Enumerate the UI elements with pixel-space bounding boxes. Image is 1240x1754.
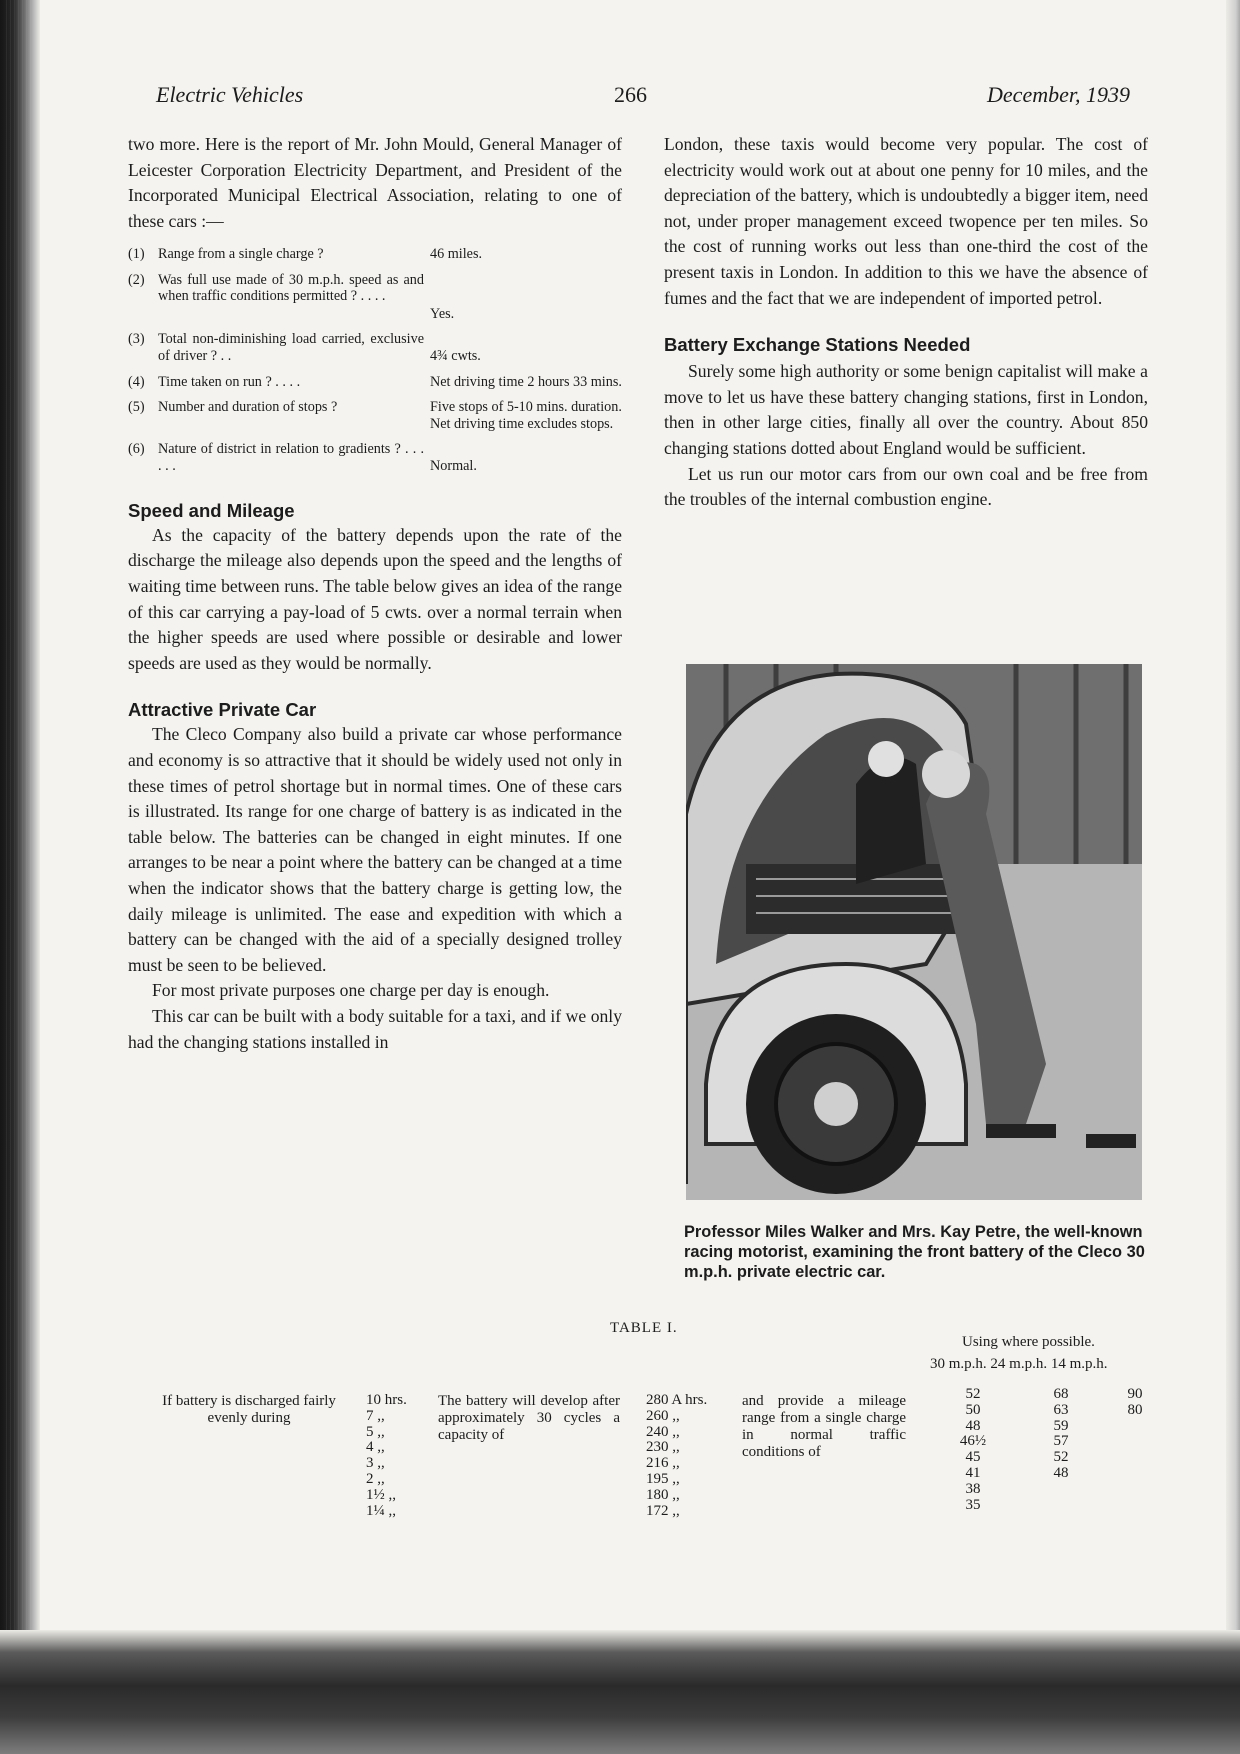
page-edge bbox=[1226, 0, 1240, 1630]
table-cell: 68 bbox=[1053, 1386, 1069, 1402]
table-cell: 260 ,, bbox=[646, 1407, 680, 1424]
report-question: Range from a single charge ? bbox=[158, 246, 324, 263]
table-cell: 52 bbox=[965, 1386, 981, 1402]
running-head bbox=[150, 82, 1130, 114]
table-cell: 5 ,, bbox=[366, 1423, 385, 1440]
report-item bbox=[128, 441, 622, 475]
table-lead-text: If battery is discharged fairly evenly during bbox=[162, 1393, 336, 1426]
report-item bbox=[128, 399, 622, 432]
table-cell: 240 ,, bbox=[646, 1423, 680, 1440]
table-cell: 1½ ,, bbox=[366, 1486, 396, 1503]
right-column bbox=[664, 132, 1148, 513]
left-column bbox=[128, 132, 622, 1055]
report-list bbox=[128, 246, 622, 475]
table-hours-column bbox=[366, 1393, 407, 1519]
table-14mph-column bbox=[1110, 1387, 1160, 1419]
report-answer: Net driving time 2 hours 33 mins. bbox=[430, 373, 622, 390]
table-mileage-text: and provide a mileage range from a single charge in normal traffic conditions of bbox=[742, 1393, 906, 1460]
speed-paragraph: As the capacity of the battery depends upon the rate of the discharge the mileage also depends upon the speed and the lengths of waiting time between runs. The table below gives an idea of the range of this car carrying a pay-load of 5 cwts. over a normal terrain when the higher speeds are used where possible or desirable and lower speeds are used as they would be normally. bbox=[128, 524, 622, 673]
table-cell: 80 bbox=[1127, 1401, 1143, 1418]
table-24mph-column bbox=[1036, 1387, 1086, 1482]
section-heading-speed: Speed and Mileage bbox=[128, 499, 295, 521]
report-answer: 46 miles. bbox=[430, 246, 483, 263]
report-answer: 4¾ cwts. bbox=[430, 348, 481, 365]
section-heading-battery-exchange: Battery Exchange Stations Needed bbox=[664, 334, 971, 356]
report-number: (2) bbox=[128, 271, 145, 288]
report-number: (4) bbox=[128, 373, 145, 390]
table-cell: 35 bbox=[965, 1496, 981, 1513]
report-answer: Five stops of 5-10 mins. duration. Net driving time excludes stops. bbox=[430, 399, 622, 432]
report-number: (1) bbox=[128, 246, 145, 263]
table-cell: 57 bbox=[1053, 1433, 1069, 1450]
table-header-speeds: 30 m.p.h. 24 m.p.h. 14 m.p.h. bbox=[930, 1356, 1108, 1372]
report-answer: Normal. bbox=[430, 458, 477, 475]
table-cell: 180 ,, bbox=[646, 1486, 680, 1503]
book-spine-shadow bbox=[0, 0, 40, 1754]
table-cell: 52 bbox=[1053, 1449, 1069, 1466]
issue-date: December, 1939 bbox=[987, 82, 1130, 107]
table-cell: 280 A hrs. bbox=[646, 1392, 708, 1408]
table-cell: 7 ,, bbox=[366, 1407, 385, 1424]
private-car-paragraph: The Cleco Company also build a private car whose performance and economy is so attractive that it should be widely used not only in these times of petrol shortage but in normal times. One of these cars is illustrated. Its range for one charge of battery is as indicated in the table below. The batteries can be changed in eight minutes. If one arranges to be near a point where the battery can be changed at a time when the indicator shows that the battery charge is getting low, the daily mileage is unlimited. The ease and expedition with which a battery can be changed with the aid of a specially designed trolley must be seen to be believed. bbox=[128, 724, 622, 975]
table-cell: 3 ,, bbox=[366, 1455, 385, 1472]
intro-paragraph: two more. Here is the report of Mr. John Mould, General Manager of Leicester Corporation Electricity Department, and President of the Incorporated Municipal Electrical Association, relating to one of these cars :— bbox=[128, 134, 622, 231]
section-heading-private-car: Attractive Private Car bbox=[128, 699, 317, 721]
table-cell: 48 bbox=[965, 1417, 981, 1434]
table-cell: 4 ,, bbox=[366, 1439, 385, 1456]
report-question: Number and duration of stops ? bbox=[158, 399, 338, 416]
scan-bottom-shadow bbox=[0, 1630, 1240, 1754]
report-number: (3) bbox=[128, 331, 145, 348]
photo-caption: Professor Miles Walker and Mrs. Kay Petre, the well-known racing motorist, examining the front battery of the Cleco 30 m.p.h. private electric car. bbox=[684, 1223, 1145, 1281]
table-cell: 230 ,, bbox=[646, 1439, 680, 1456]
table-cell: 1¼ ,, bbox=[366, 1502, 396, 1519]
report-item bbox=[128, 331, 622, 365]
table-amp-hours-column bbox=[646, 1393, 707, 1519]
private-car-paragraph: This car can be built with a body suitable for a taxi, and if we only had the changing stations installed in bbox=[128, 1005, 622, 1052]
car-photograph bbox=[686, 664, 1142, 1200]
table-cell: 41 bbox=[965, 1464, 981, 1481]
photo-illustration bbox=[686, 664, 1142, 1200]
table-cell: 48 bbox=[1053, 1464, 1069, 1481]
table-cell: 38 bbox=[965, 1480, 981, 1497]
table-develop-text: The battery will develop after approximately 30 cycles a capacity of bbox=[438, 1393, 620, 1443]
report-question: Time taken on run ? . . . . bbox=[158, 373, 301, 390]
report-item bbox=[128, 246, 622, 263]
report-item bbox=[128, 272, 622, 323]
table-cell: 10 hrs. bbox=[366, 1392, 407, 1408]
private-car-paragraph: For most private purposes one charge per day is enough. bbox=[152, 980, 550, 1001]
continuation-paragraph: London, these taxis would become very popular. The cost of electricity would work out at about one penny for 10 miles, and the depreciation of the battery, which is undoubtedly a bigger item, need not, under proper management exceed twopence per ten miles. So the cost of running works out less than one-third the cost of the present taxis in London. In addition to this we have the absence of fumes and the fact that we are independent of imported petrol. bbox=[664, 134, 1148, 308]
table-cell: 90 bbox=[1127, 1386, 1143, 1402]
report-answer: Yes. bbox=[430, 305, 455, 322]
table-cell: 195 ,, bbox=[646, 1470, 680, 1487]
spine-texture bbox=[6, 0, 32, 1754]
table-cell: 172 ,, bbox=[646, 1502, 680, 1519]
table-cell: 216 ,, bbox=[646, 1455, 680, 1472]
journal-title: Electric Vehicles bbox=[156, 82, 304, 107]
report-number: (6) bbox=[128, 441, 145, 458]
report-question: Total non-diminishing load carried, exclusive of driver ? . . bbox=[158, 331, 424, 364]
report-item bbox=[128, 374, 622, 391]
table-cell: 50 bbox=[965, 1401, 981, 1418]
table-cell: 45 bbox=[965, 1449, 981, 1466]
table-30mph-column bbox=[948, 1387, 998, 1513]
table-cell: 2 ,, bbox=[366, 1470, 385, 1487]
table-cell: 63 bbox=[1053, 1401, 1069, 1418]
page-number: 266 bbox=[614, 82, 647, 107]
battery-paragraph: Let us run our motor cars from our own coal and be free from the troubles of the internal combustion engine. bbox=[664, 463, 1148, 510]
report-question: Was full use made of 30 m.p.h. speed as and when traffic conditions permitted ? . . . . bbox=[158, 271, 424, 305]
table-cell: 59 bbox=[1053, 1417, 1069, 1434]
battery-paragraph: Surely some high authority or some benign capitalist will make a move to let us have these battery changing stations, first in London, then in other large cities, finally all over the country. About 850 changing stations dotted about England would be sufficient. bbox=[664, 361, 1148, 458]
table-header-using: Using where possible. bbox=[962, 1334, 1095, 1350]
report-question: Nature of district in relation to gradients ? . . . . . . bbox=[158, 441, 424, 474]
table-title: TABLE I. bbox=[610, 1320, 678, 1336]
report-number: (5) bbox=[128, 399, 145, 416]
table-cell: 46½ bbox=[959, 1433, 987, 1450]
